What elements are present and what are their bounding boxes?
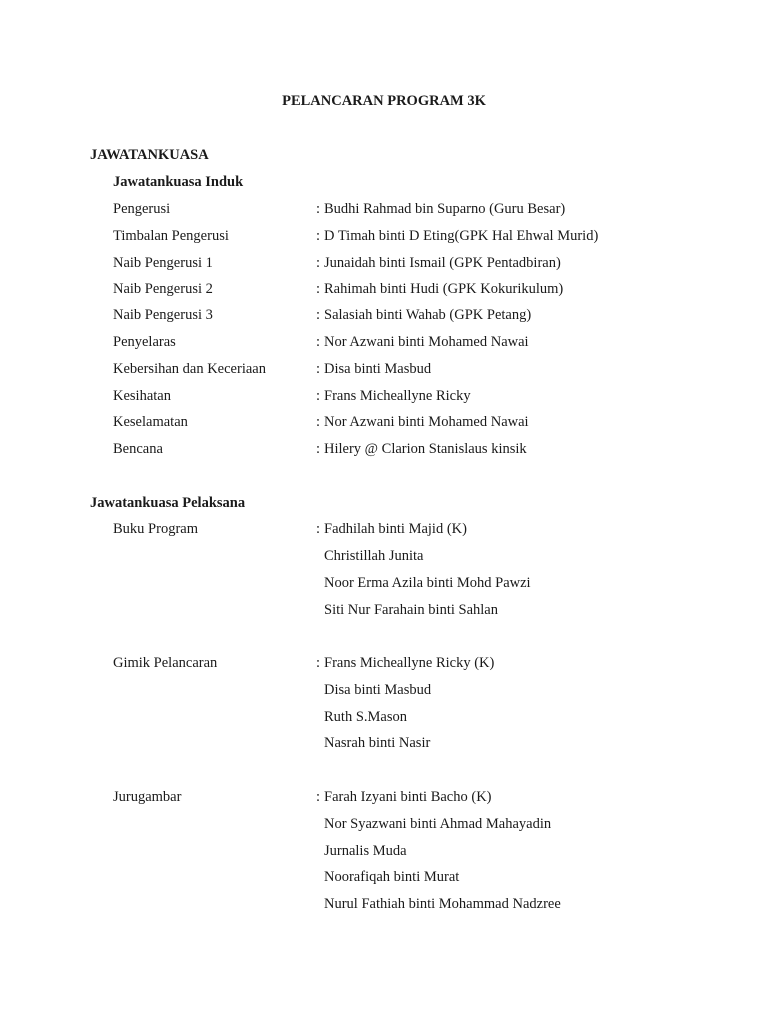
pelaksana-row xyxy=(0,789,768,811)
induk-row xyxy=(0,388,768,410)
colon: : xyxy=(316,201,321,217)
pelaksana-row xyxy=(0,575,768,597)
person-name: Budhi Rahmad bin Suparno (Guru Besar) xyxy=(324,201,566,217)
colon: : xyxy=(316,307,321,323)
person-name: Junaidah binti Ismail (GPK Pentadbiran) xyxy=(324,255,561,271)
role-label: Kesihatan xyxy=(113,388,171,404)
role-label: Kebersihan dan Keceriaan xyxy=(113,361,266,377)
induk-row xyxy=(0,307,768,329)
induk-row xyxy=(0,334,768,356)
person-name: Nasrah binti Nasir xyxy=(324,735,431,751)
induk-row xyxy=(0,441,768,463)
person-name: Farah Izyani binti Bacho (K) xyxy=(324,789,492,805)
pelaksana-row xyxy=(0,602,768,624)
person-name: Ruth S.Mason xyxy=(324,709,407,725)
role-label: Naib Pengerusi 1 xyxy=(113,255,213,271)
person-name: Nor Azwani binti Mohamed Nawai xyxy=(324,414,529,430)
section-heading: JAWATANKUASA xyxy=(90,147,209,163)
pelaksana-row xyxy=(0,548,768,570)
pelaksana-row xyxy=(0,735,768,757)
role-label: Penyelaras xyxy=(113,334,176,350)
colon: : xyxy=(316,655,321,671)
colon: : xyxy=(316,228,321,244)
colon: : xyxy=(316,521,321,537)
role-label: Keselamatan xyxy=(113,414,188,430)
pelaksana-row xyxy=(0,816,768,838)
person-name: Christillah Junita xyxy=(324,548,424,564)
colon: : xyxy=(316,255,321,271)
person-name: Frans Micheallyne Ricky (K) xyxy=(324,655,495,671)
role-label: Gimik Pelancaran xyxy=(113,655,218,671)
role-label: Jurugambar xyxy=(113,789,182,805)
person-name: Rahimah binti Hudi (GPK Kokurikulum) xyxy=(324,281,564,297)
person-name: Nor Syazwani binti Ahmad Mahayadin xyxy=(324,816,552,832)
induk-row xyxy=(0,201,768,223)
role-label: Naib Pengerusi 2 xyxy=(113,281,213,297)
induk-row xyxy=(0,281,768,303)
colon: : xyxy=(316,361,321,377)
induk-row xyxy=(0,414,768,436)
person-name: Disa binti Masbud xyxy=(324,682,432,698)
pelaksana-row xyxy=(0,521,768,543)
person-name: Nurul Fathiah binti Mohammad Nadzree xyxy=(324,896,561,912)
person-name: Disa binti Masbud xyxy=(324,361,432,377)
role-label: Bencana xyxy=(113,441,163,457)
person-name: D Timah binti D Eting(GPK Hal Ehwal Murid) xyxy=(324,228,599,244)
person-name: Nor Azwani binti Mohamed Nawai xyxy=(324,334,529,350)
colon: : xyxy=(316,388,321,404)
induk-row xyxy=(0,255,768,277)
person-name: Noorafiqah binti Murat xyxy=(324,869,460,885)
person-name: Noor Erma Azila binti Mohd Pawzi xyxy=(324,575,531,591)
role-label: Timbalan Pengerusi xyxy=(113,228,229,244)
role-label: Pengerusi xyxy=(113,201,171,217)
induk-row xyxy=(0,228,768,250)
pelaksana-row xyxy=(0,682,768,704)
pelaksana-row xyxy=(0,655,768,677)
colon: : xyxy=(316,441,321,457)
person-name: Frans Micheallyne Ricky xyxy=(324,388,471,404)
person-name: Fadhilah binti Majid (K) xyxy=(324,521,467,537)
pelaksana-row xyxy=(0,896,768,918)
induk-row xyxy=(0,361,768,383)
induk-heading: Jawatankuasa Induk xyxy=(113,174,244,190)
pelaksana-row xyxy=(0,869,768,891)
colon: : xyxy=(316,281,321,297)
pelaksana-row xyxy=(0,843,768,865)
person-name: Salasiah binti Wahab (GPK Petang) xyxy=(324,307,532,323)
colon: : xyxy=(316,414,321,430)
colon: : xyxy=(316,789,321,805)
colon: : xyxy=(316,334,321,350)
person-name: Jurnalis Muda xyxy=(324,843,407,859)
person-name: Hilery @ Clarion Stanislaus kinsik xyxy=(324,441,527,457)
role-label: Naib Pengerusi 3 xyxy=(113,307,213,323)
pelaksana-row xyxy=(0,709,768,731)
page-title: PELANCARAN PROGRAM 3K xyxy=(282,93,486,109)
pelaksana-heading: Jawatankuasa Pelaksana xyxy=(90,495,246,511)
person-name: Siti Nur Farahain binti Sahlan xyxy=(324,602,498,618)
role-label: Buku Program xyxy=(113,521,198,537)
